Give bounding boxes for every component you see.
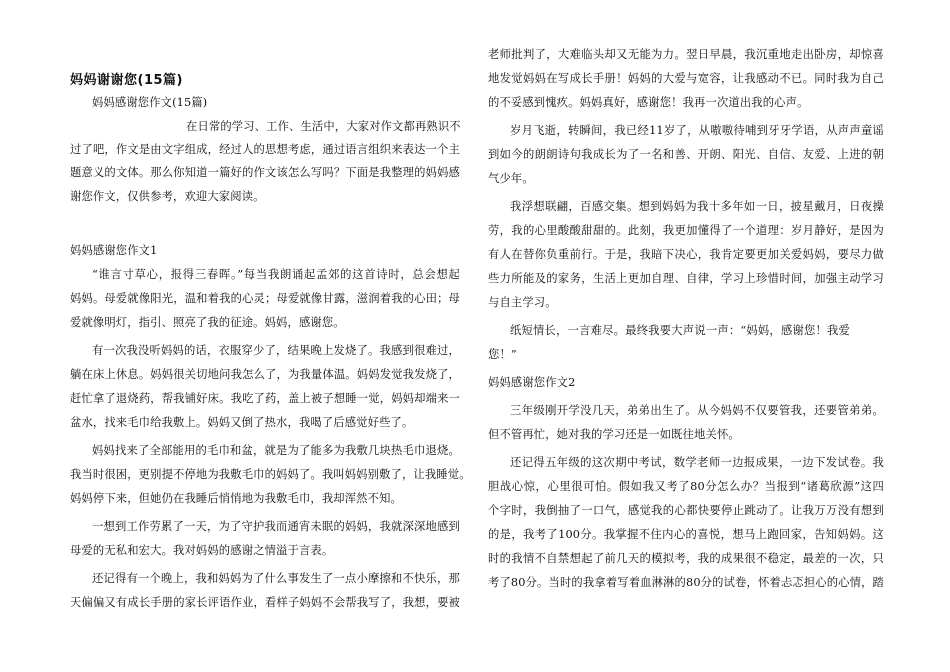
left-text-line: 妈妈感谢您作文(15篇): [92, 96, 208, 109]
left-text-line: 妈妈感谢您作文1: [70, 244, 158, 257]
right-text-line: 的是，我考了100分。我掌握不住内心的喜悦，想马上跑回家，告知妈妈。这: [488, 528, 884, 541]
left-text-line: “谁言寸草心，报得三春晖。”每当我朗诵起孟郊的这首诗时，总会想起: [92, 268, 460, 281]
right-text-line: 地发觉妈妈在写成长手册！妈妈的大爱与宽容，让我感动不已。同时我为自己: [488, 72, 884, 85]
right-text-line: 三年级刚开学没几天，弟弟出生了。从今妈妈不仅要管我，还要管弟弟。: [510, 404, 884, 417]
right-text-line: 妈妈感谢您作文2: [488, 376, 576, 389]
right-text-line: 但不管再忙，她对我的学习还是一如既往地关怀。: [488, 428, 740, 441]
left-text-line: 赶忙拿了退烧药，帮我铺好床。我吃了药，盖上被子想睡一觉，妈妈却端来一: [70, 392, 460, 405]
right-text-line: 我浮想联翩，百感交集。想到妈妈为我十多年如一日，披星戴月，日夜操: [510, 200, 884, 213]
right-text-line: 的不妥感到愧疚。妈妈真好，感谢您！我再一次道出我的心声。: [488, 96, 809, 109]
right-text-line: 与自主学习。: [488, 296, 557, 309]
left-text-line: 我当时很困，更别提不停地为我敷毛巾的妈妈了。我叫妈妈别敷了，让我睡觉。: [70, 468, 471, 481]
right-text-line: 考了80分。当时的我拿着写着血淋淋的80分的试卷，怀着忐忑担心的心情，踏: [488, 576, 884, 589]
right-text-line: 岁月飞逝，转瞬间，我已经11岁了，从嗷嗷待哺到牙牙学语，从声声童谣: [510, 124, 884, 137]
right-text-line: 气少年。: [488, 172, 534, 185]
left-text-line: 盆水，找来毛巾给我敷上。妈妈又倒了热水，我喝了后感觉好些了。: [70, 416, 414, 429]
left-text-line: 过了吧，作文是由文字组成，经过人的思想考虑，通过语言组织来表达一个主: [70, 143, 460, 156]
right-text-line: 时的我情不自禁想起了前几天的模拟考，我的成果很不稳定，最差的一次，只: [488, 552, 884, 565]
right-text-line: 胆战心惊，心里很可怕。假如我又考了80分怎么办？当报到“诸葛欣源”这四: [488, 480, 884, 493]
left-text-line: 有一次我没听妈妈的话，衣服穿少了，结果晚上发烧了。我感到很难过，: [92, 344, 460, 357]
document-title: 妈妈谢谢您(15篇): [70, 73, 183, 88]
left-text-line: 躺在床上休息。妈妈很关切地问我怎么了，为我量体温。妈妈发觉我发烧了，: [70, 368, 460, 381]
right-text-line: 到如今的朗朗诗句我成长为了一名和善、开朗、阳光、自信、友爱、上进的朝: [488, 148, 884, 161]
left-text-line: 在日常的学习、工作、生活中，大家对作文都再熟识不: [186, 120, 461, 133]
left-text-line: 一想到工作劳累了一天，为了守护我而通宵未眠的妈妈，我就深深地感到: [92, 520, 460, 533]
left-text-line: 天偏偏又有成长手册的家长评语作业，看样子妈妈不会帮我写了，我想，要被: [70, 596, 460, 609]
left-text-line: 妈妈。母爱就像阳光，温和着我的心灵；母爱就像甘露，滋润着我的心田；母: [70, 292, 460, 305]
left-text-line: 妈妈找来了全部能用的毛巾和盆，就是为了能多为我敷几块热毛巾退烧。: [92, 444, 460, 457]
right-text-line: 老师批判了，大难临头却又无能为力。翌日早晨，我沉重地走出卧房，却惊喜: [488, 48, 884, 61]
right-text-line: 纸短情长，一言难尽。最终我要大声说一声：“妈妈，感谢您！我爱: [510, 324, 850, 337]
left-text-line: 还记得有一个晚上，我和妈妈为了什么事发生了一点小摩擦和不快乐，那: [92, 572, 460, 585]
left-text-line: 谢您作文，仅供参考，欢迎大家阅读。: [70, 190, 265, 203]
left-text-line: 母爱的无私和宏大。我对妈妈的感谢之情溢于言表。: [70, 544, 334, 557]
left-text-line: 妈妈停下来，但她仍在我睡后悄悄地为我敷毛巾，我却浑然不知。: [70, 492, 402, 505]
right-text-line: 个字时，我倒抽了一口气，感觉我的心都快要停止跳动了。让我万万没有想到: [488, 504, 884, 517]
right-text-line: 有人在替你负重前行。于是，我暗下决心，我肯定要更加关爱妈妈，要尽力做: [488, 248, 884, 261]
left-text-line: 题意义的文体。那么你知道一篇好的作文该怎么写吗？下面是我整理的妈妈感: [70, 166, 460, 179]
right-text-line: 您！”: [488, 348, 517, 361]
right-text-line: 还记得五年级的这次期中考试，数学老师一边报成果，一边下发试卷。我: [510, 456, 884, 469]
right-text-line: 劳，我的心里酸酸甜甜的。此刻，我更加懂得了一个道理：岁月静好，是因为: [488, 224, 884, 237]
right-text-line: 些力所能及的家务，生活上更加自理、自律，学习上珍惜时间，加强主动学习: [488, 272, 884, 285]
left-text-line: 爱就像明灯，指引、照亮了我的征途。妈妈，感谢您。: [70, 316, 345, 329]
